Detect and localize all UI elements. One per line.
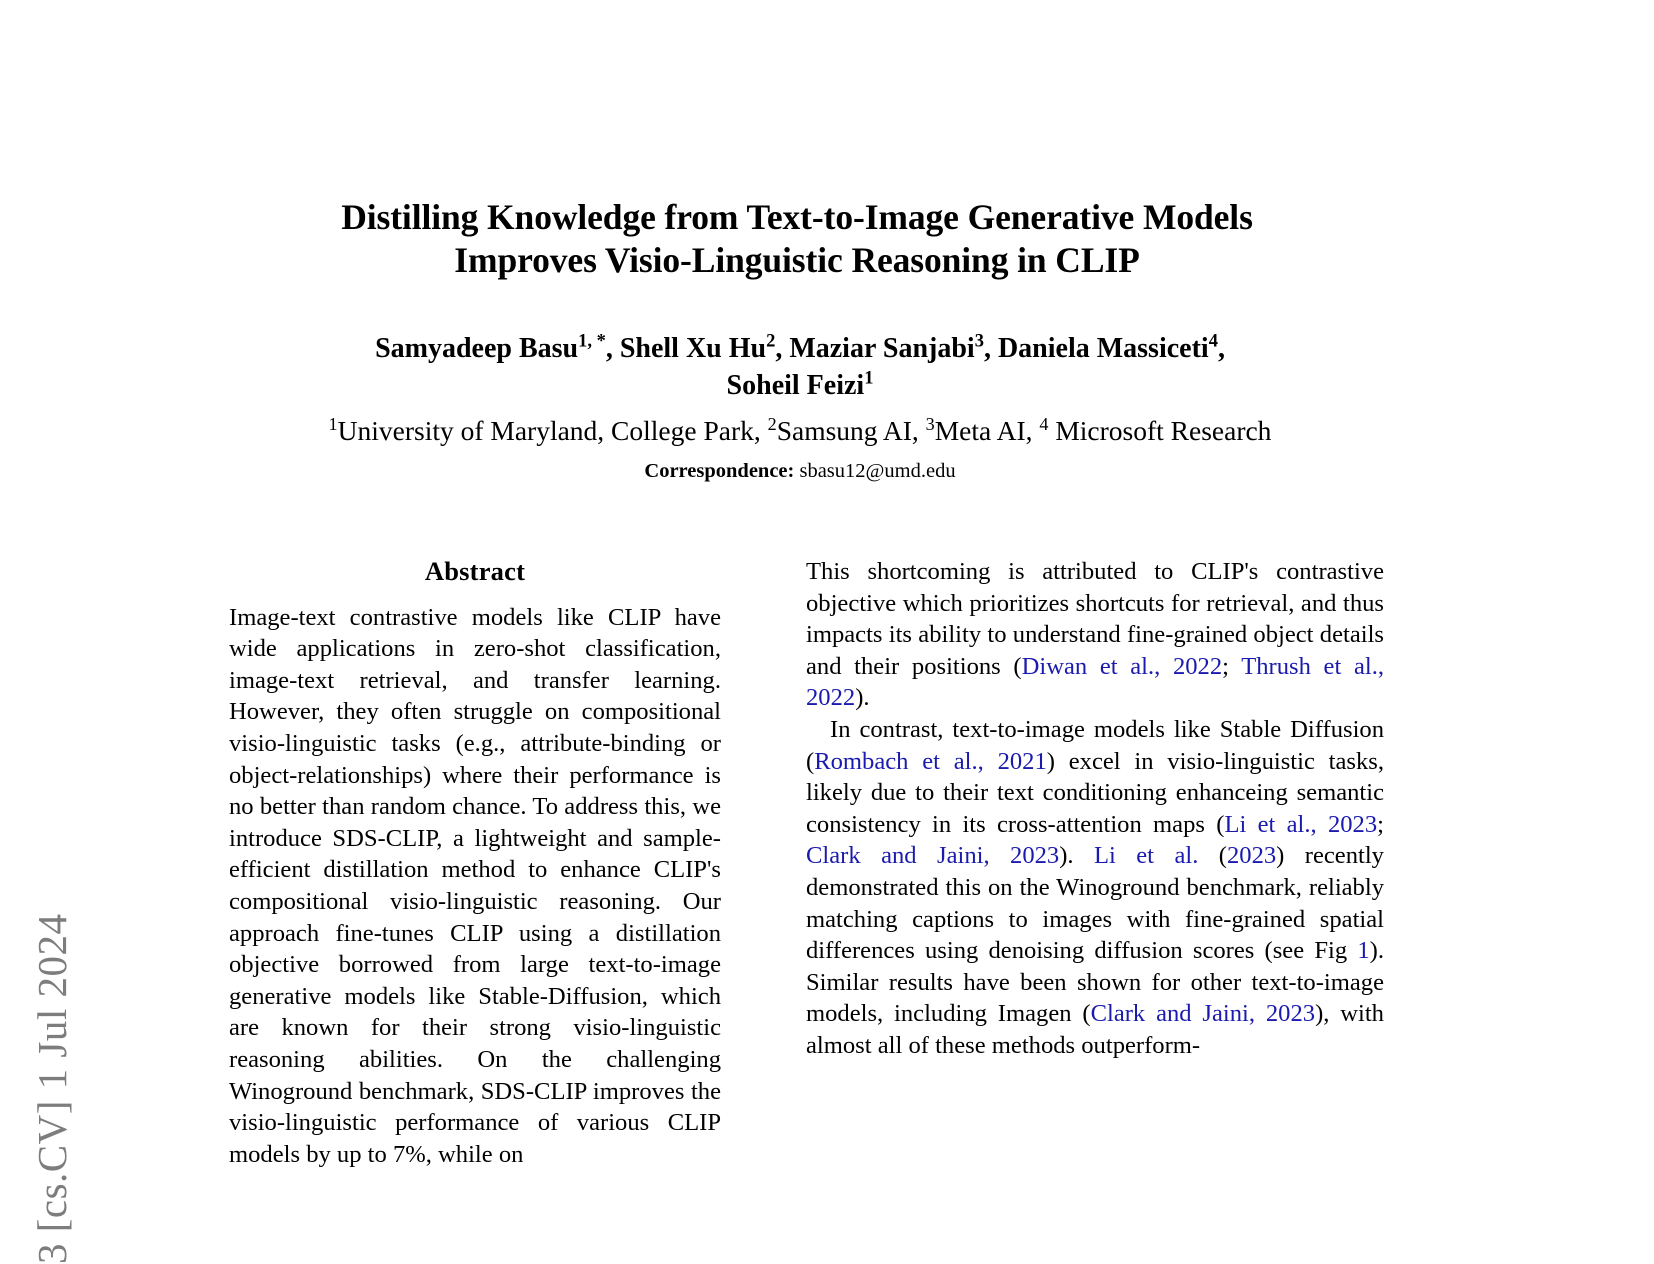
author-block: [240, 330, 1360, 485]
citation-clark-jaini-2023[interactable]: Clark and Jaini, 2023: [806, 842, 1060, 870]
intro-p2-text-1: In contrast, text-to-image models like Stable Diffusion (: [806, 715, 1384, 775]
citation-li-2023[interactable]: Li et al., 2023: [1224, 810, 1378, 838]
author-sup-1: 1, *: [578, 330, 606, 351]
correspondence-label: Correspondence:: [644, 460, 795, 483]
author-name-1: Samyadeep Basu: [375, 333, 579, 364]
author-sup-3: 3: [974, 330, 984, 351]
author-sep-3: ,: [983, 333, 998, 364]
arxiv-vertical-stamp: 3 [cs.CV] 1 Jul 2024: [29, 913, 75, 1264]
affiliation-sup-1: 1: [328, 414, 338, 435]
affiliation-text-2: Samsung AI,: [776, 415, 926, 447]
affiliation-text-1: University of Maryland, College Park,: [337, 415, 768, 447]
author-sup-4: 4: [1208, 330, 1218, 351]
correspondence-line: [240, 458, 1360, 485]
page-title: [277, 196, 1317, 281]
intro-p2-text-6: ) recently demonstrated this on the Winoground benchmark, reliably matching captions to images with fine-grained spatial differences using denoising diffusion scores (see Fig: [806, 842, 1384, 965]
intro-p2-text-3: ;: [1377, 810, 1384, 838]
author-sep-2: ,: [775, 333, 790, 364]
title-block: [277, 196, 1317, 281]
affiliation-text-3: Meta AI,: [934, 415, 1040, 447]
intro-p2-text-5: (: [1198, 842, 1227, 870]
intro-p1-text-2: ;: [1222, 652, 1242, 680]
intro-p2-text-7: ). Similar results have been shown for other text-to-image models, including Imagen (: [806, 937, 1384, 1028]
intro-paragraph-1: [806, 556, 1384, 714]
author-sep-4: ,: [1217, 333, 1225, 364]
affiliation-sup-4: 4: [1039, 414, 1049, 435]
intro-p1-text-1: This shortcoming is attributed to CLIP's contrastive objective which prioritizes shortcuts for retrieval, and thus impacts its ability to understand fine-grained object details and their positions (: [806, 558, 1384, 680]
author-name-5: Soheil Feizi: [726, 370, 865, 402]
author-name-3: Maziar Sanjabi: [789, 333, 975, 364]
citation-diwan-2022[interactable]: Diwan et al., 2022: [1021, 652, 1223, 680]
figure-reference-1[interactable]: 1: [1357, 937, 1370, 965]
correspondence-email[interactable]: sbasu12@umd.edu: [799, 460, 956, 483]
left-column: [229, 556, 721, 1170]
intro-p2-text-8: ), with almost all of these methods outperform-: [806, 1000, 1384, 1059]
intro-paragraph-2: [806, 714, 1384, 1062]
author-name-2: Shell Xu Hu: [619, 333, 767, 364]
right-column: [806, 556, 1384, 1062]
paper-title-line-1: Distilling Knowledge from Text-to-Image Generative Models: [341, 197, 1253, 237]
abstract-body: Image-text contrastive models like CLIP have wide applications in zero-shot classification, image-text retrieval, and transfer learning. However, they often struggle on compositional visio-linguistic tasks (e.g., attribute-binding or object-relationships) where their performance is no better than random chance. To address this, we introduce SDS-CLIP, a lightweight and sample-efficient distillation method to enhance CLIP's compositional visio-linguistic reasoning. Our approach fine-tunes CLIP using a distillation objective borrowed from large text-to-image generative models like Stable-Diffusion, which are known for their strong visio-linguistic reasoning abilities. On the challenging Winoground benchmark, SDS-CLIP improves the visio-linguistic performance of various CLIP models by up to 7%, while on: [229, 603, 721, 1168]
intro-p2-text-2: ) excel in visio-linguistic tasks, likely due to their text conditioning enhanceing semantic consistency in its cross-attention maps (: [806, 747, 1384, 838]
citation-clark-jaini-2023-b[interactable]: Clark and Jaini, 2023: [1090, 1000, 1316, 1028]
affiliation-sup-3: 3: [925, 414, 935, 435]
affiliation-sup-2: 2: [767, 414, 777, 435]
author-sup-5: 1: [864, 367, 874, 388]
affiliation-text-4: Microsoft Research: [1048, 415, 1272, 447]
citation-year-2023[interactable]: 2023: [1226, 842, 1277, 870]
citation-rombach-2021[interactable]: Rombach et al., 2021: [814, 747, 1047, 775]
author-sup-2: 2: [766, 330, 776, 351]
intro-p1-text-3: ).: [855, 684, 870, 712]
paper-title-line-2: Improves Visio-Linguistic Reasoning in CLIP: [454, 239, 1140, 280]
abstract-heading: Abstract: [424, 556, 526, 586]
intro-p2-text-4: ).: [1059, 842, 1094, 870]
citation-thrush-2022[interactable]: Thrush et al., 2022: [806, 652, 1384, 712]
author-line-2: [240, 367, 1360, 404]
author-sep-1: ,: [605, 333, 620, 364]
affiliation-line: [240, 413, 1360, 449]
author-line-1: [240, 330, 1360, 367]
author-name-4: Daniela Massiceti: [997, 333, 1209, 364]
citation-li-et-al-inline[interactable]: Li et al.: [1093, 842, 1199, 870]
